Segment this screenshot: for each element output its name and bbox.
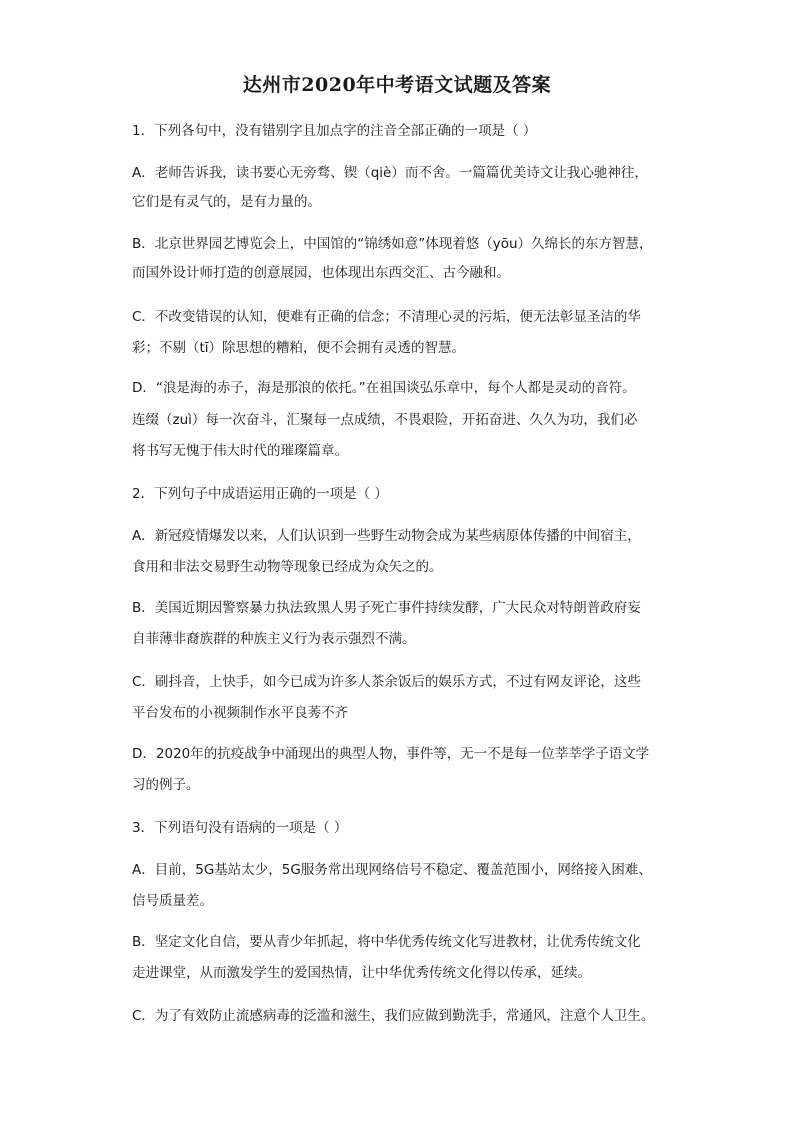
question-3-stem: 3．下列语句没有语病的一项是（ ） [132, 820, 348, 836]
question-2-option-d-line-1: D．2020年的抗疫战争中涌现出的典型人物，事件等，无一不是每一位莘莘学子语文学 [132, 746, 650, 762]
page-title: 达州市2020年中考语文试题及答案 [242, 74, 552, 96]
question-3-option-a-line-2: 信号质量差。 [132, 893, 213, 909]
question-1-option-c-line-1: C．不改变错误的认知，便难有正确的信念；不清理心灵的污垢，便无法彰显圣洁的华 [132, 309, 641, 325]
question-1-option-d-line-2: 连缀（zuì）每一次奋斗，汇聚每一点成绩，不畏艰险，开拓奋进、久久为功，我们必 [132, 412, 638, 428]
question-2-option-d-line-2: 习的例子。 [132, 777, 200, 793]
question-2-option-b-line-1: B．美国近期因警察暴力执法致黑人男子死亡事件持续发酵，广大民众对特朗普政府妄 [132, 600, 641, 616]
question-2-option-c-line-2: 平台发布的小视频制作水平良莠不齐 [132, 705, 348, 721]
question-3-option-b-line-1: B．坚定文化自信，要从青少年抓起，将中华优秀传统文化写进教材，让优秀传统文化 [132, 934, 641, 950]
question-3-option-c-line-1: C．为了有效防止流感病毒的泛滥和滋生，我们应做到勤洗手，常通风，注意个人卫生。 [132, 1008, 655, 1024]
question-2-option-b-line-2: 自菲薄非裔族群的种族主义行为表示强烈不满。 [132, 631, 416, 647]
question-3-option-b-line-2: 走进课堂，从而激发学生的爱国热情，让中华优秀传统文化得以传承，延续。 [132, 965, 591, 981]
question-3-option-a-line-1: A．目前，5G基站太少，5G服务常出现网络信号不稳定、覆盖范围小，网络接入困难、 [132, 862, 652, 878]
question-1-option-b-line-2: 而国外设计师打造的创意展园，也体现出东西交汇、古今融和。 [132, 265, 510, 281]
question-1-option-a-line-1: A．老师告诉我，读书要心无旁骛、锲（qiè）而不舍。一篇篇优美诗文让我心驰神往， [132, 165, 648, 181]
question-2-option-a-line-1: A．新冠疫情爆发以来，人们认识到一些野生动物会成为某些病原体传播的中间宿主， [132, 528, 641, 544]
question-1-option-d-line-3: 将书写无愧于伟大时代的璀璨篇章。 [132, 443, 348, 459]
question-2-stem: 2．下列句子中成语运用正确的一项是（ ） [132, 486, 388, 502]
question-1-option-b-line-1: B．北京世界园艺博览会上，中国馆的“锦绣如意”体现着悠（yōu）久绵长的东方智慧， [132, 236, 653, 252]
question-2-option-a-line-2: 食用和非法交易野生动物等现象已经成为众矢之的。 [132, 559, 443, 575]
question-1-option-c-line-2: 彩；不剔（tī）除思想的糟粕，便不会拥有灵透的智慧。 [132, 340, 466, 356]
question-1-option-a-line-2: 它们是有灵气的，是有力量的。 [132, 194, 321, 210]
question-1-stem: 1．下列各句中，没有错别字且加点字的注音全部正确的一项是（ ） [132, 123, 537, 139]
question-1-option-d-line-1: D．“浪是海的赤子，海是那浪的依托。”在祖国谈弘乐章中，每个人都是灵动的音符。 [132, 380, 636, 396]
question-2-option-c-line-1: C．刷抖音，上快手，如今已成为许多人茶余饭后的娱乐方式，不过有网友评论，这些 [132, 674, 641, 690]
